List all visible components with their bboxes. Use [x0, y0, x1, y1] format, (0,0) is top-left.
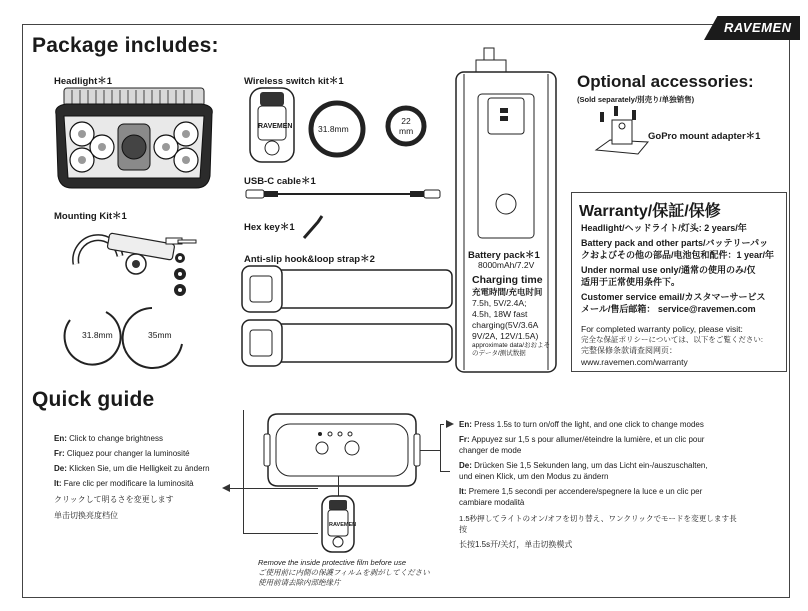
gopro-adapter-illustration [592, 106, 652, 162]
guide-left-line: クリックして明るさを変更します [54, 495, 174, 504]
guide-left-line: En: Click to change brightness [54, 434, 163, 443]
warranty-battery-1: Battery pack and other parts/バッテリーパッ [581, 238, 769, 248]
arrow-line-right-bottom [440, 471, 450, 472]
usbc-cable-illustration [244, 184, 444, 204]
arrow-line-bracket [243, 410, 244, 534]
charging-line: 7.5h, 5V/2.4A; [472, 298, 527, 308]
guide-right-line: It: Premere 1,5 secondi per accendere/spegnere la luce e un clic per [459, 487, 703, 496]
arrow-right-head [446, 420, 454, 428]
arrow-line-bracket-bottom [243, 533, 318, 534]
charging-time-title: Charging time [472, 274, 543, 286]
guide-right-line: 长按1.5s开/关灯，单击切换模式 [459, 540, 573, 549]
warranty-service-2: メール/售后邮箱： service@ravemen.com [581, 304, 756, 314]
hexkey-label: Hex key＊1 [244, 222, 295, 233]
headlight-top-view-illustration [262, 410, 422, 490]
warranty-policy-2: 完全な保証ポリシーについては、以下をご覧ください: [581, 335, 763, 344]
warranty-title: Warranty/保証/保修 [579, 203, 721, 220]
film-note-2: ご使用前に内側の保護フィルムを剥がしてください [258, 568, 430, 577]
headlight-illustration [50, 84, 218, 196]
usbc-label: USB-C cable＊1 [244, 176, 316, 187]
guide-left-line: De: Klicken Sie, um die Helligkeit zu ändern [54, 464, 210, 473]
mount-ring-31-label: 31.8mm [82, 330, 113, 340]
arrow-line-right-vertical [440, 424, 441, 472]
hexkey-illustration [300, 212, 330, 242]
guide-right-line: De: Drücken Sie 1,5 Sekunden lang, um das Licht ein-/auszuschalten, [459, 461, 708, 470]
warranty-normal-2: 适用于正常使用条件下。 [581, 277, 681, 287]
charging-line: charging(5V/3.6A [472, 320, 539, 330]
guide-left-line: Fr: Cliquez pour changer la luminosité [54, 449, 190, 458]
mounting-kit-illustration [48, 216, 208, 300]
battery-spec: 8000mAh/7.2V [478, 260, 535, 270]
guide-right-line: 1.5秒押してライトのオン/オフを切り替え、ワンクリックでモードを変更します長 [459, 514, 737, 523]
guide-right-line: und einen Klick, um den Modus zu ändern [459, 472, 609, 481]
ring-22-label: 22 mm [399, 116, 414, 136]
wireless-kit-label: Wireless switch kit＊1 [244, 76, 344, 87]
warranty-policy-1: For completed warranty policy, please visit: [581, 324, 743, 334]
guide-right-line: changer de mode [459, 446, 522, 455]
guide-right-line: 按 [459, 525, 467, 534]
remote-logo: RAVEMEN [258, 123, 293, 130]
charging-time-cn: 充電時間/充电时间 [472, 287, 543, 297]
charging-note: のデータ/测试数据 [472, 350, 526, 357]
remote-link-line [338, 476, 339, 496]
gopro-label: GoPro mount adapter＊1 [648, 131, 761, 142]
charging-line: 4.5h, 18W fast [472, 309, 528, 319]
ring-31-label: 31.8mm [318, 124, 349, 134]
warranty-headlight: Headlight/ヘッドライト/灯头: 2 years/年 [581, 223, 747, 233]
brand-logo: RAVEMEN [724, 20, 792, 35]
film-note-1: Remove the inside protective film before use [258, 558, 406, 567]
optional-title: Optional accessories: [577, 72, 754, 91]
arrow-left-head [222, 484, 230, 492]
optional-subtitle: (Sold separately/別売り/单独销售) [577, 95, 695, 104]
mount-ring-35-label: 35mm [148, 330, 172, 340]
guide-left-line: 单击切换亮度档位 [54, 511, 118, 520]
strap-illustration [238, 262, 456, 370]
film-note-3: 使用前请去除内部绝缘片 [258, 578, 341, 587]
warranty-link[interactable]: www.ravemen.com/warranty [581, 357, 688, 367]
warranty-service-1: Customer service email/カスタマーサービス [581, 292, 766, 302]
battery-label: Battery pack＊1 [468, 250, 540, 261]
package-title: Package includes: [32, 34, 219, 57]
warranty-normal-1: Under normal use only/通常の使用のみ/仅 [581, 265, 756, 275]
warranty-battery-2: クおよびその他の部品/电池包和配件：1 year/年 [581, 250, 775, 260]
headlight-label: Headlight＊1 [54, 76, 113, 87]
quick-guide-title: Quick guide [32, 388, 155, 411]
guide-right-line: Fr: Appuyez sur 1,5 s pour allumer/éteindre la lumière, et un clic pour [459, 435, 705, 444]
warranty-policy-3: 完整保修条款请查阅网页： [581, 346, 677, 355]
charging-note: approximate data/おおよそ [472, 342, 551, 349]
guide-right-line: cambiare modalità [459, 498, 525, 507]
guide-left-line: It: Fare clic per modificare la luminosità [54, 479, 194, 488]
guide-right-line: En: Press 1.5s to turn on/off the light, and one click to change modes [459, 420, 704, 429]
arrow-line-right-top [440, 424, 444, 425]
strap-label: Anti-slip hook&loop strap＊2 [244, 254, 375, 265]
mounting-kit-label: Mounting Kit＊1 [54, 211, 127, 222]
charging-line: 9V/2A, 12V/1.5A) [472, 331, 539, 341]
quick-remote-logo: RAVEMEN [329, 522, 357, 528]
